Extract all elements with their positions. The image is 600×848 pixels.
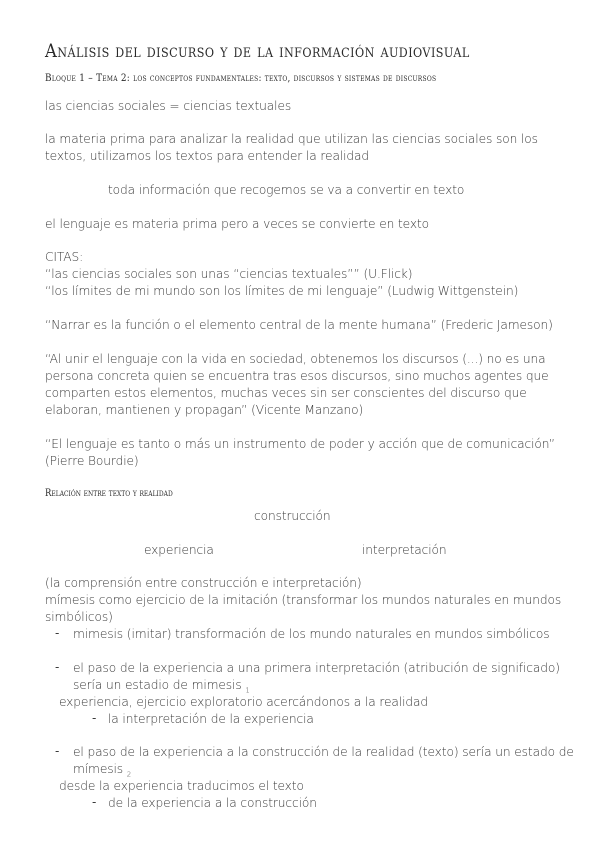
- bullet-dash: -: [55, 626, 60, 640]
- cita-manzano-line3: comparten estos elementos, muchas veces sin ser conscientes del discurso que: [45, 386, 527, 400]
- page-subtitle: Bloque 1 – Tema 2: los conceptos fundamentales: texto, discursos y sistemas de discursos: [45, 72, 437, 84]
- bullet-dash: -: [92, 795, 97, 809]
- cita-wittgenstein: “los límites de mi mundo son los límites de mi lenguaje” (Ludwig Wittgenstein): [45, 284, 519, 298]
- diagram-label-construccion: construcción: [254, 509, 331, 523]
- cita-flick: “las ciencias sociales son unas “ciencias textuales”” (U.Flick): [45, 267, 413, 281]
- sub-bullet-interpretacion-experiencia: la interpretación de la experiencia: [108, 712, 314, 726]
- mimesis-subscript-2: 2: [126, 770, 132, 779]
- note-traducimos-texto: desde la experiencia traducimos el texto: [59, 779, 304, 793]
- cita-jameson: “Narrar es la función o el elemento central de la mente humana” (Frederic Jameson): [45, 318, 553, 332]
- diagram-label-experiencia: experiencia: [144, 543, 214, 557]
- cita-bourdie-line2: (Pierre Bourdie): [45, 454, 139, 468]
- note-experiencia-exploratorio: experiencia, ejercicio exploratorio acercándonos a la realidad: [59, 695, 428, 709]
- cita-manzano-line1: “Al unir el lenguaje con la vida en sociedad, obtenemos los discursos (...) no es una: [45, 352, 546, 366]
- diagram-label-interpretacion: interpretación: [362, 543, 447, 557]
- bullet-experiencia-construccion-line1: el paso de la experiencia a la construcción de la realidad (texto) sería un estado de: [73, 745, 574, 759]
- mimesis-subscript-1: 1: [245, 686, 250, 695]
- paragraph-toda-informacion: toda información que recogemos se va a convertir en texto: [108, 183, 465, 197]
- cita-manzano-line4: elaboran, mantienen y propagan” (Vicente Manzano): [45, 403, 364, 417]
- bullet-experiencia-interpretacion-line1: el paso de la experiencia a una primera interpretación (atribución de significado): [73, 661, 560, 675]
- page-title: Análisis del discurso y de la información audiovisual: [45, 40, 470, 62]
- paragraph-mimesis-line2: simbólicos): [45, 610, 113, 624]
- bullet-dash: -: [55, 744, 60, 758]
- paragraph-lenguaje-materia: el lenguaje es materia prima pero a veces se convierte en texto: [45, 217, 430, 231]
- cita-bourdie-line1: “El lenguaje es tanto o más un instrumento de poder y acción que de comunicación”: [45, 437, 555, 451]
- paragraph-mimesis-line1: mímesis como ejercicio de la imitación (transformar los mundos naturales en mundos: [45, 593, 562, 607]
- section-heading-relacion: Relación entre texto y realidad: [45, 488, 173, 499]
- paragraph-ciencias-textuales: las ciencias sociales = ciencias textuales: [45, 99, 292, 113]
- citas-label: CITAS:: [45, 250, 84, 264]
- paragraph-materia-prima-line2: textos, utilizamos los textos para entender la realidad: [45, 149, 370, 163]
- bullet-dash: -: [92, 711, 97, 725]
- bullet-mimesis-imitar: mimesis (imitar) transformación de los mundo naturales en mundos simbólicos: [73, 627, 550, 641]
- cita-manzano-line2: persona concreta quien se encuentra tras esos discursos, sino muchos agentes que: [45, 369, 549, 383]
- mimesis-estado-text: mímesis: [73, 762, 124, 776]
- paragraph-materia-prima-line1: la materia prima para analizar la realidad que utilizan las ciencias sociales son los: [45, 132, 538, 146]
- sub-bullet-experiencia-construccion: de la experiencia a la construcción: [108, 796, 317, 810]
- bullet-dash: -: [55, 660, 60, 674]
- paragraph-comprension: (la comprensión entre construcción e interpretación): [45, 576, 362, 590]
- mimesis-estadio-text: sería un estadio de mimesis: [73, 678, 242, 692]
